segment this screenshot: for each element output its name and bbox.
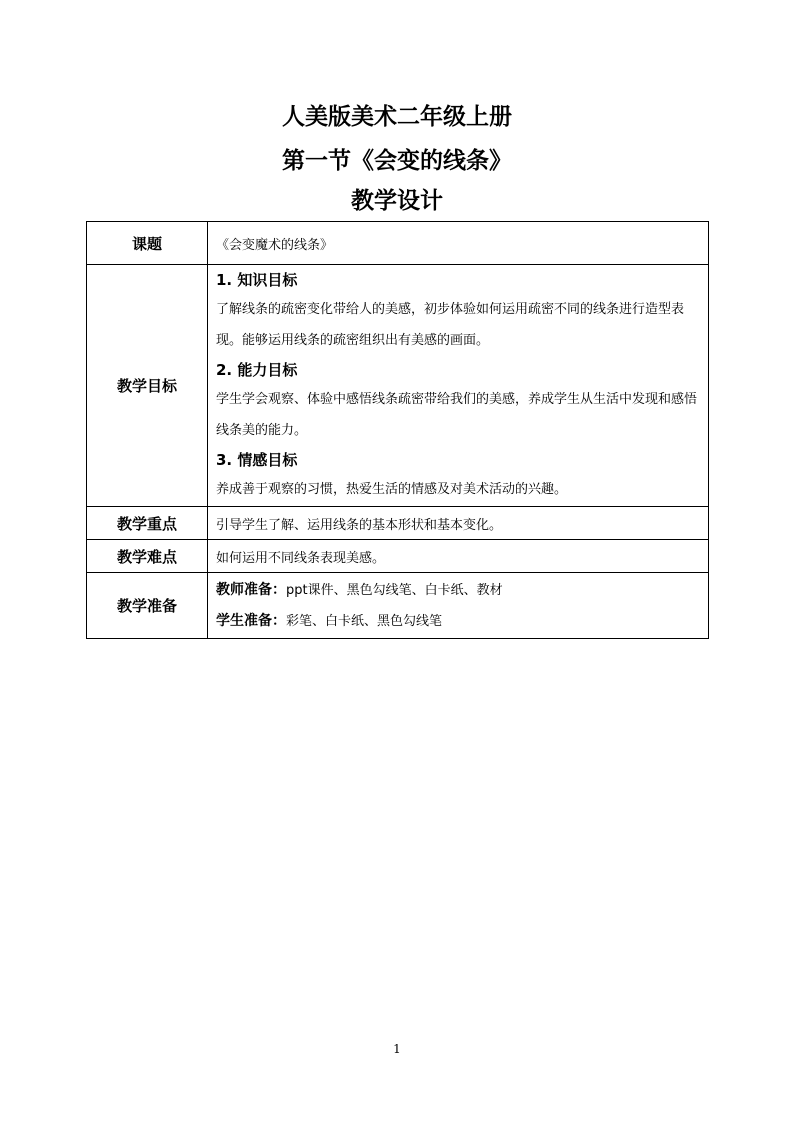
teacher-preparation-label: 教师准备： xyxy=(216,581,286,598)
goals-label: 教学目标 xyxy=(87,265,208,507)
goal-text-knowledge: 了解线条的疏密变化带给人的美感，初步体验如何运用疏密不同的线条进行造型表现。能够运用线条的疏密组织出有美感的画面。 xyxy=(216,302,685,348)
goal-heading-emotion: 3. 情感目标 xyxy=(216,451,298,469)
document-title: 人美版美术二年级上册 xyxy=(282,103,512,130)
student-preparation xyxy=(216,606,700,637)
table-row-topic xyxy=(87,222,709,265)
key-points-value: 引导学生了解、运用线条的基本形状和基本变化。 xyxy=(208,507,709,540)
table-row-key-points xyxy=(87,507,709,540)
page-number: 1 xyxy=(393,1042,401,1056)
student-preparation-value: 彩笔、白卡纸、黑色勾线笔 xyxy=(286,613,443,629)
goals-content xyxy=(208,265,709,507)
document-subtitle: 教学设计 xyxy=(351,187,443,214)
topic-value: 《会变魔术的线条》 xyxy=(208,222,709,265)
lesson-plan-table xyxy=(86,221,709,639)
goal-text-emotion: 养成善于观察的习惯，热爱生活的情感及对美术活动的兴趣。 xyxy=(216,482,568,497)
goal-heading-ability: 2. 能力目标 xyxy=(216,361,298,379)
student-preparation-label: 学生准备： xyxy=(216,612,286,629)
lesson-title: 第一节《会变的线条》 xyxy=(282,147,512,174)
difficulties-value: 如何运用不同线条表现美感。 xyxy=(208,540,709,573)
teacher-preparation-value: ppt课件、黑色勾线笔、白卡纸、教材 xyxy=(286,582,503,598)
goal-text-ability: 学生学会观察、体验中感悟线条疏密带给我们的美感，养成学生从生活中发现和感悟线条美的能力。 xyxy=(216,392,698,438)
teacher-preparation xyxy=(216,575,700,606)
key-points-label: 教学重点 xyxy=(87,507,208,540)
table-row-goals xyxy=(87,265,709,507)
difficulties-label: 教学难点 xyxy=(87,540,208,573)
table-row-difficulties xyxy=(87,540,709,573)
table-row-preparation xyxy=(87,573,709,639)
topic-label: 课题 xyxy=(87,222,208,265)
goal-heading-knowledge: 1. 知识目标 xyxy=(216,271,298,289)
preparation-content xyxy=(208,573,709,639)
preparation-label: 教学准备 xyxy=(87,573,208,639)
